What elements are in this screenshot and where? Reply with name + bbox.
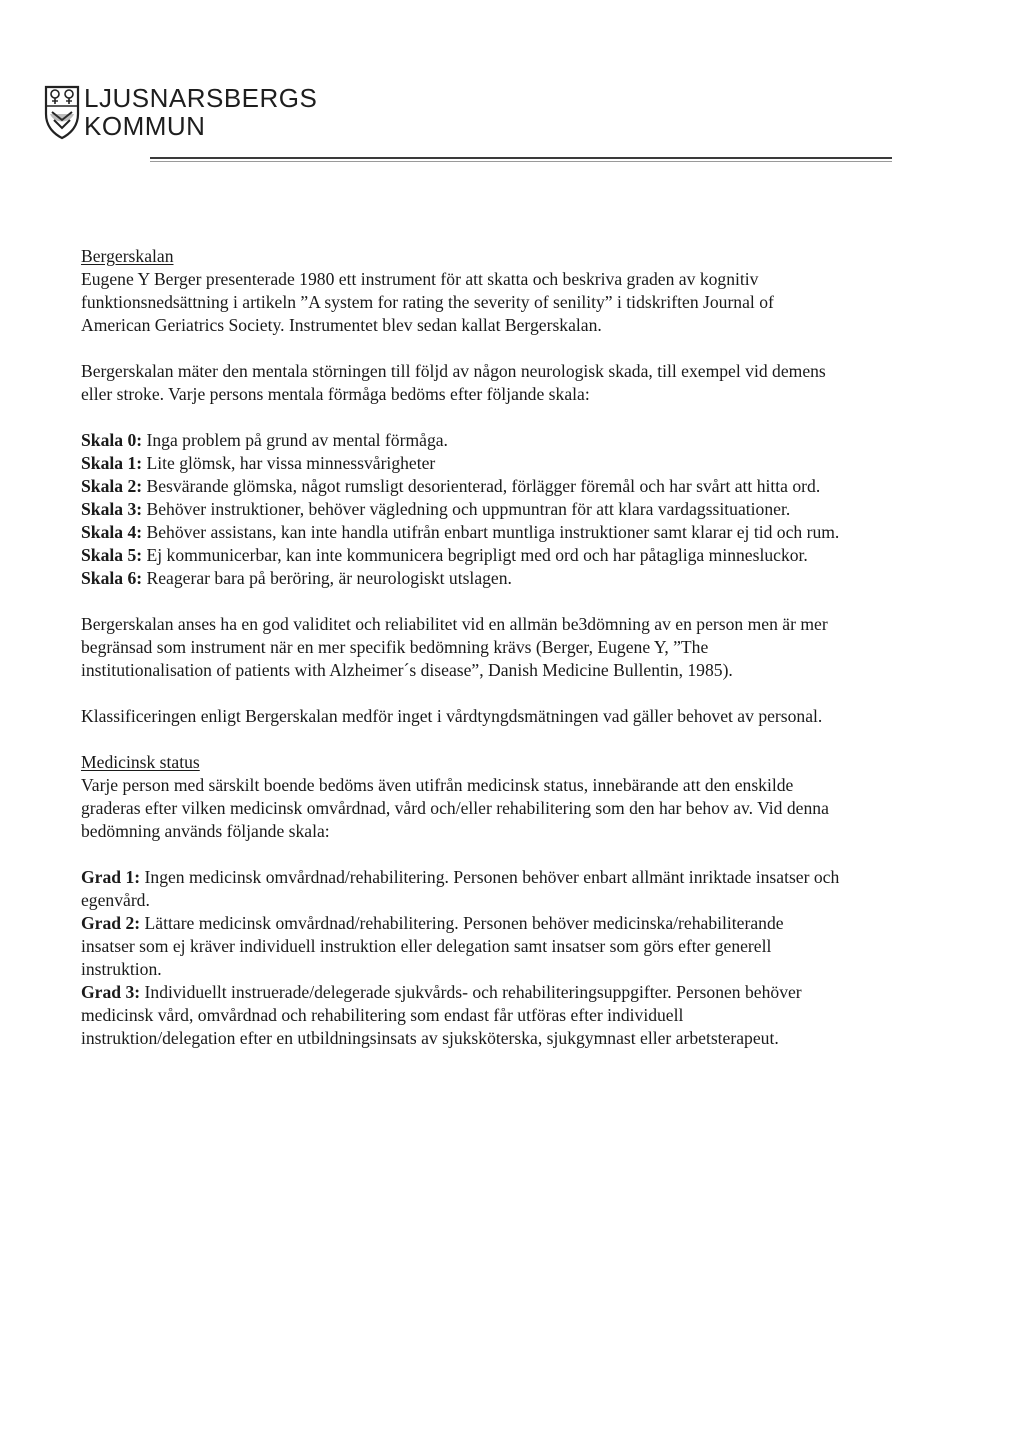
grade-text: Individuellt instruerade/delegerade sjukvårds- och rehabiliteringsuppgifter. Personen behöver medicinsk vård, omvårdnad och rehabilitering som endast får utföras efter individuell instruktion/delegation efter en utbildningsinsats av sjuksköterska, sjukgymnast eller arbetsterapeut.	[81, 982, 802, 1048]
scale-label: Skala 5:	[81, 545, 143, 565]
organization-name-line2: KOMMUN	[84, 111, 206, 141]
section-heading-bergerskalan: Bergerskalan	[81, 246, 174, 266]
paragraph-classification: Klassificeringen enligt Bergerskalan medför inget i vårdtyngdsmätningen vad gäller behovet av personal.	[81, 706, 823, 726]
paragraph-description: Bergerskalan mäter den mentala störningen till följd av någon neurologisk skada, till exempel vid demens eller stroke. Varje persons mentala förmåga bedöms efter följande skala:	[81, 361, 826, 404]
scale-item	[81, 521, 841, 544]
grade-text: Lättare medicinsk omvårdnad/rehabilitering. Personen behöver medicinska/rehabiliterande insatser som ej kräver individuell instruktion eller delegation samt insatser som görs efter generell instruktion.	[81, 913, 784, 979]
paragraph-medical-intro: Varje person med särskilt boende bedöms även utifrån medicinsk status, innebärande att den enskilde graderas efter vilken medicinsk omvårdnad, vård och/eller rehabilitering som den har behov av. Vid denna bedömning används följande skala:	[81, 775, 829, 841]
scale-label: Skala 1:	[81, 453, 143, 473]
scale-item	[81, 475, 841, 498]
grade-item	[81, 866, 841, 912]
scale-item	[81, 567, 841, 590]
scale-label: Skala 6:	[81, 568, 143, 588]
organization-name	[84, 84, 317, 140]
scale-label: Skala 4:	[81, 522, 143, 542]
scale-item	[81, 498, 841, 521]
scale-text: Besvärande glömska, något rumsligt desorienterad, förlägger föremål och har svårt att hitta ord.	[146, 476, 821, 496]
municipal-crest-icon	[42, 84, 82, 140]
scale-item	[81, 429, 841, 452]
scale-text: Behöver instruktioner, behöver vägledning och uppmuntran för att klara vardagssituationer.	[146, 499, 791, 519]
scale-text: Inga problem på grund av mental förmåga.	[146, 430, 448, 450]
section-heading-medicinsk-status: Medicinsk status	[81, 752, 200, 772]
organization-name-line1: LJUSNARSBERGS	[84, 83, 318, 113]
grade-label: Grad 1:	[81, 867, 141, 887]
scale-label: Skala 0:	[81, 430, 143, 450]
grade-item	[81, 981, 841, 1050]
scale-text: Ej kommunicerbar, kan inte kommunicera begripligt med ord och har påtagliga minnesluckor.	[146, 545, 808, 565]
letterhead	[42, 84, 317, 144]
scale-text: Reagerar bara på beröring, är neurologiskt utslagen.	[146, 568, 512, 588]
scale-text: Behöver assistans, kan inte handla utifrån enbart muntliga instruktioner samt klarar ej tid och rum.	[146, 522, 840, 542]
grade-label: Grad 2:	[81, 913, 141, 933]
scale-label: Skala 2:	[81, 476, 143, 496]
document-body	[81, 245, 841, 1050]
scale-list	[81, 429, 841, 590]
scale-item	[81, 452, 841, 475]
header-divider-thin	[150, 161, 892, 162]
paragraph-intro: Eugene Y Berger presenterade 1980 ett instrument för att skatta och beskriva graden av kognitiv funktionsnedsättning i artikeln ”A system for rating the severity of senility” i tidskriften Journal of American Geriatrics Society. Instrumentet blev sedan kallat Bergerskalan.	[81, 269, 774, 335]
grade-list	[81, 866, 841, 1050]
scale-item	[81, 544, 841, 567]
paragraph-validity: Bergerskalan anses ha en god validitet och reliabilitet vid en allmän be3dömning av en person men är mer begränsad som instrument när en mer specifik bedömning krävs (Berger, Eugene Y, ”The institutionalisation of patients with Alzheimer´s disease”, Danish Medicine Bullentin, 1985).	[81, 614, 828, 680]
grade-label: Grad 3:	[81, 982, 141, 1002]
grade-text: Ingen medicinsk omvårdnad/rehabilitering. Personen behöver enbart allmänt inriktade insatser och egenvård.	[81, 867, 840, 910]
header-divider	[150, 157, 892, 159]
grade-item	[81, 912, 841, 981]
scale-label: Skala 3:	[81, 499, 143, 519]
scale-text: Lite glömsk, har vissa minnessvårigheter	[146, 453, 436, 473]
